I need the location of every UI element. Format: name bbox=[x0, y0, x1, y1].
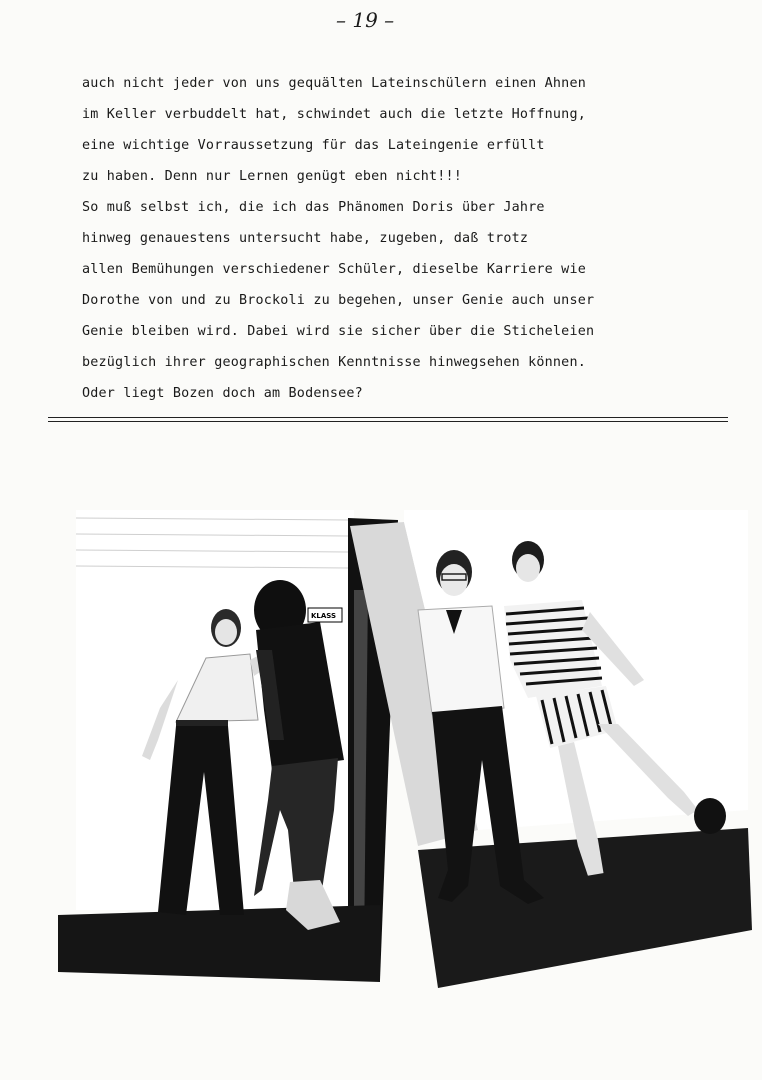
text-line-1: auch nicht jeder von uns gequälten Lateinschülern einen Ahnen bbox=[82, 76, 586, 91]
page-number: – 19 – bbox=[336, 8, 395, 32]
divider-rule-bottom bbox=[48, 421, 728, 422]
text-line-2: im Keller verbuddelt hat, schwindet auch die letzte Hoffnung, bbox=[82, 107, 586, 122]
article-text bbox=[82, 68, 702, 409]
text-line-4: zu haben. Denn nur Lernen genügt eben nicht!!! bbox=[82, 169, 463, 184]
photo-right-panel bbox=[350, 510, 752, 988]
text-line-10: bezüglich ihrer geographischen Kenntnisse hinwegsehen können. bbox=[82, 355, 586, 370]
text-line-9: Genie bleiben wird. Dabei wird sie sicher über die Sticheleien bbox=[82, 324, 595, 339]
group-photo bbox=[58, 510, 754, 1000]
text-line-5: So muß selbst ich, die ich das Phänomen Doris über Jahre bbox=[82, 200, 545, 215]
text-line-7: allen Bemühungen verschiedener Schüler, dieselbe Karriere wie bbox=[82, 262, 586, 277]
photo-left-panel bbox=[58, 510, 398, 982]
door-sign-text: KLASS bbox=[311, 612, 337, 620]
divider-rule-top bbox=[48, 417, 728, 418]
text-line-6: hinweg genauestens untersucht habe, zugeben, daß trotz bbox=[82, 231, 529, 246]
text-line-8: Dorothe von und zu Brockoli zu begehen, unser Genie auch unser bbox=[82, 293, 595, 308]
text-line-11: Oder liegt Bozen doch am Bodensee? bbox=[82, 386, 363, 401]
text-line-3: eine wichtige Vorraussetzung für das Lateingenie erfüllt bbox=[82, 138, 545, 153]
